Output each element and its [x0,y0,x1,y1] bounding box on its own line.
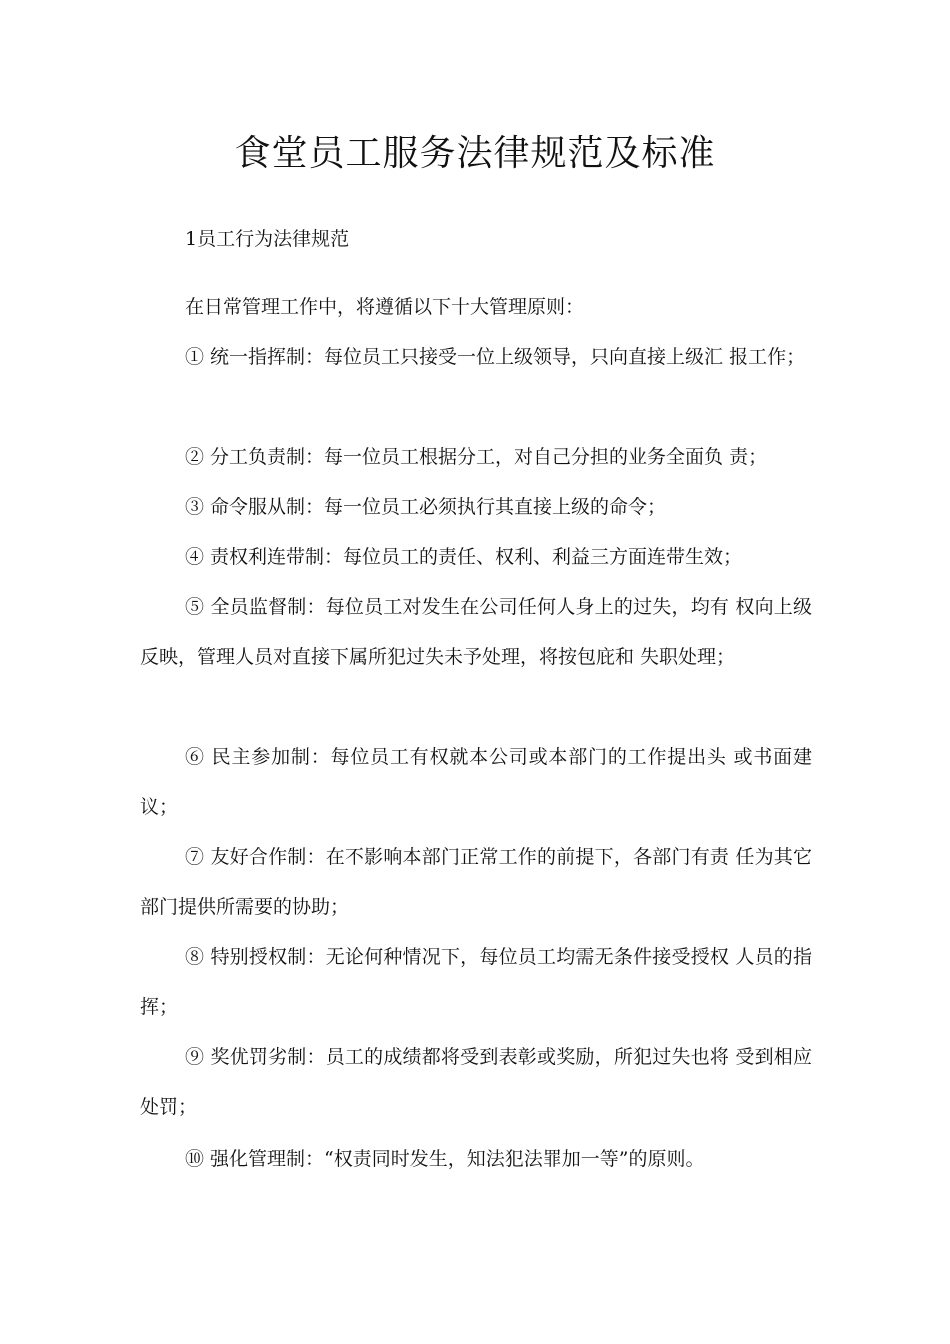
principle-5: ⑤ 全员监督制：每位员工对发生在公司任何人身上的过失，均有 权向上级反映，管理人员对直接下属所犯过失未予处理，将按包庇和 失职处理； [140,596,812,668]
principle-8: ⑧ 特别授权制：无论何种情况下，每位员工均需无条件接受授权 人员的指挥； [140,946,812,1018]
principle-1: ① 统一指挥制：每位员工只接受一位上级领导，只向直接上级汇 报工作； [185,346,806,368]
principle-3: ③ 命令服从制：每一位员工必须执行其直接上级的命令； [185,496,667,518]
principle-9: ⑨ 奖优罚劣制：员工的成绩都将受到表彰或奖励，所犯过失也将 受到相应处罚； [140,1046,812,1118]
section-heading: 1员工行为法律规范 [185,228,350,250]
principle-7: ⑦ 友好合作制：在不影响本部门正常工作的前提下，各部门有责 任为其它部门提供所需要的协助； [140,846,812,918]
principle-2: ② 分工负责制：每一位员工根据分工，对自己分担的业务全面负 责； [185,446,768,468]
principle-10: ⑩ 强化管理制：“权责同时发生，知法犯法罪加一等”的原则。 [185,1148,705,1170]
principle-6: ⑥ 民主参加制：每位员工有权就本公司或本部门的工作提出头 或书面建议； [140,746,812,818]
document-title: 食堂员工服务法律规范及标准 [234,133,716,174]
principle-4: ④ 责权利连带制：每位员工的责任、权利、利益三方面连带生效； [185,546,743,568]
intro-paragraph: 在日常管理工作中，将遵循以下十大管理原则： [185,296,585,318]
